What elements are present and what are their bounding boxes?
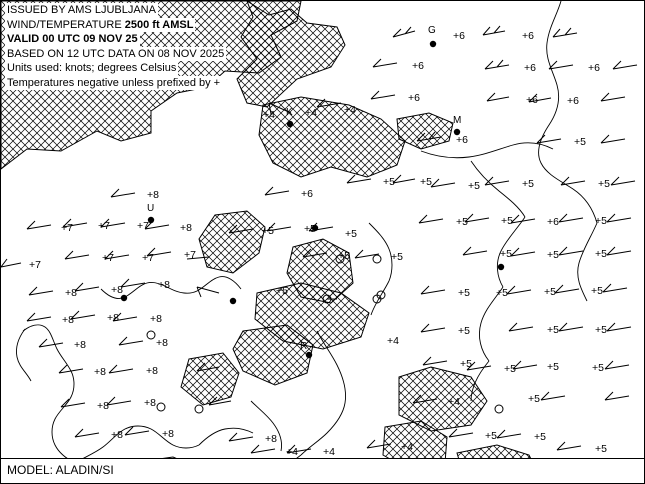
header-product-level: 2500 ft AMSL [124, 18, 194, 31]
temperature-label: +5 [592, 362, 604, 374]
temperature-label: +5 [458, 287, 470, 299]
temperature-label: +5 [504, 363, 516, 375]
temperature-label: +8 [150, 313, 162, 325]
temperature-label: +7 [102, 252, 114, 264]
temperature-label: +7 [137, 220, 149, 232]
temperature-label: +8 [97, 400, 109, 412]
temperature-label: +8 [265, 433, 277, 445]
temperature-label: +6 [408, 92, 420, 104]
temperature-label: +8 [144, 397, 156, 409]
city-label-k: K [286, 107, 293, 118]
temperature-label: +8 [111, 429, 123, 441]
temperature-label: +5 [383, 176, 395, 188]
temperature-label: +8 [111, 284, 123, 296]
city-label-r: R [300, 341, 308, 352]
temperature-label: +5 [547, 361, 559, 373]
temperature-label: +6 [567, 95, 579, 107]
temperature-label: +4 [387, 335, 399, 347]
temperature-label: +8 [180, 222, 192, 234]
temperature-label: +6 [456, 134, 468, 146]
temperature-label: +5 [304, 223, 316, 235]
header-temperature-note: Temperatures negative unless prefixed by + [7, 76, 221, 89]
city-label-u: U [147, 203, 155, 214]
temperature-label: +4 [286, 446, 298, 458]
temperature-label: +6 [547, 216, 559, 228]
temperature-label: +5 [276, 285, 288, 297]
temperature-label: +6 [524, 62, 536, 74]
temperature-label: +5 [458, 325, 470, 337]
temperature-label: +7 [142, 252, 154, 264]
chart-footer [1, 458, 644, 483]
temperature-label: +5 [595, 215, 607, 227]
temperature-label: +5 [456, 216, 468, 228]
temperature-label: +6 [522, 30, 534, 42]
city-label-m: M [453, 115, 462, 126]
temperature-label: +8 [156, 337, 168, 349]
temperature-label: +7 [61, 222, 73, 234]
header-basis: BASED ON 12 UTC DATA ON 08 NOV 2025 [7, 47, 225, 60]
temperature-label: +4 [448, 396, 460, 408]
temperature-label: +4 [401, 441, 413, 453]
temperature-label: +8 [94, 366, 106, 378]
temperature-label: +7 [98, 220, 110, 232]
temperature-label: +5 [591, 285, 603, 297]
temperature-label: +5 [501, 215, 513, 227]
header-validity: VALID 00 UTC 09 NOV 25 [7, 33, 138, 45]
temperature-label: +5 [544, 286, 556, 298]
temperature-label: +6 [526, 94, 538, 106]
temperature-label: +5 [595, 324, 607, 336]
temperature-label: +6 [453, 30, 465, 42]
header-product-plain: WIND/TEMPERATURE [7, 18, 125, 31]
temperature-label: +4 [344, 104, 356, 116]
temperature-label: +5 [420, 176, 432, 188]
temperature-label: +7 [184, 249, 196, 261]
temperature-label: +5 [522, 178, 534, 190]
temperature-label: +5 [528, 393, 540, 405]
model-label: MODEL: ALADIN/SI [7, 463, 114, 477]
temperature-label: +7 [29, 259, 41, 271]
temperature-label: +5 [574, 136, 586, 148]
temperature-label: +4 [263, 109, 275, 121]
temperature-label: +8 [74, 339, 86, 351]
temperature-label: +5 [595, 248, 607, 260]
header-units: Units used: knots; degrees Celsius [7, 62, 177, 74]
temperature-label: +5 [468, 180, 480, 192]
temperature-label: +5 [262, 225, 274, 237]
temperature-label: +5 [338, 250, 350, 262]
temperature-label: +8 [162, 428, 174, 440]
temperature-label: +6 [301, 188, 313, 200]
header-issuer: ISSUED BY AMS LJUBLJANA [7, 4, 156, 16]
temperature-label: +5 [547, 324, 559, 336]
temperature-label: +6 [412, 60, 424, 72]
temperature-label: +5 [496, 287, 508, 299]
city-label-g: G [428, 25, 436, 36]
temperature-label: +5 [500, 248, 512, 260]
temperature-label: +6 [588, 62, 600, 74]
temperature-label: +8 [62, 314, 74, 326]
temperature-label: +5 [391, 251, 403, 263]
temperature-label: +5 [485, 430, 497, 442]
temperature-label: +8 [158, 279, 170, 291]
temperature-label: +8 [107, 312, 119, 324]
chart-header [5, 3, 226, 90]
temperature-label: +5 [598, 178, 610, 190]
temperature-label: +5 [345, 228, 357, 240]
temperature-label: +5 [595, 443, 607, 455]
header-product [5, 18, 195, 33]
temperature-label: +5 [460, 358, 472, 370]
temperature-label: +8 [146, 365, 158, 377]
temperature-label: +4 [305, 107, 317, 119]
temperature-label: +4 [323, 446, 335, 458]
temperature-label: +5 [547, 249, 559, 261]
temperature-label: +8 [147, 189, 159, 201]
temperature-label: +8 [65, 287, 77, 299]
temperature-label: +5 [534, 431, 546, 443]
